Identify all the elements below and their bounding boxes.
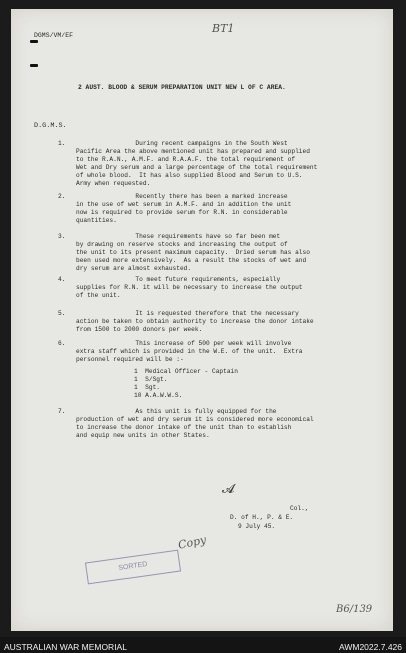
- paragraph-number: 7.: [58, 408, 66, 415]
- paragraph-number: 6.: [58, 340, 66, 347]
- paragraph-line: It is requested therefore that the necessary: [76, 310, 299, 317]
- handwritten-file-number: B6/139: [336, 604, 373, 615]
- paragraph-line: of the unit.: [76, 292, 121, 299]
- paragraph-line: production of wet and dry serum it is considered more economical: [76, 416, 314, 423]
- paragraph-line: These requirements have so far been met: [76, 233, 281, 240]
- signature-mark: 𝓐: [222, 482, 235, 497]
- paragraph-line: in the use of wet serum in A.M.F. and in addition the unit: [76, 201, 292, 208]
- paragraph-line: action be taken to obtain authority to increase the donor intake: [76, 318, 314, 325]
- paragraph-line: Pacific Area the above mentioned unit has prepared and supplied: [76, 148, 310, 155]
- reference-code: DGMS/VM/EF: [34, 32, 74, 39]
- handwritten-copy-note: Copy: [176, 533, 208, 552]
- punch-hole: [30, 64, 38, 67]
- paragraph-line: To meet future requirements, especially: [76, 276, 281, 283]
- paragraph-line: As this unit is fully equipped for the: [76, 408, 277, 415]
- paragraph-line: quantities.: [76, 217, 117, 224]
- footer-bar: [0, 637, 406, 653]
- paragraph-line: supplies for R.N. it will be necessary to increase the output: [76, 284, 303, 291]
- footer-institution: AUSTRALIAN WAR MEMORIAL: [4, 642, 127, 652]
- paragraph-line: to the R.A.N., A.M.F. and R.A.A.F. the total requirement of: [76, 156, 296, 163]
- document-title: 2 AUST. BLOOD & SERUM PREPARATION UNIT NEW L OF C AREA.: [78, 84, 286, 91]
- paragraph-line: Recently there has been a marked increase: [76, 193, 288, 200]
- personnel-item: 1 Sgt.: [134, 384, 160, 391]
- paragraph-number: 2.: [58, 193, 66, 200]
- paragraph-line: Army when requested.: [76, 180, 151, 187]
- sorted-stamp: SORTED: [85, 550, 181, 585]
- paragraph-line: and equip new units in other States.: [76, 432, 210, 439]
- paragraph-line: extra staff which is provided in the W.E. of the unit. Extra: [76, 348, 303, 355]
- paragraph-line: personnel required will be :-: [76, 356, 184, 363]
- addressee: D.G.M.S.: [34, 122, 67, 130]
- paragraph-line: This increase of 500 per week will involve: [76, 340, 292, 347]
- paragraph-line: Wet and Dry serum and a large percentage of the total requirement: [76, 164, 318, 171]
- paragraph-line: from 1500 to 2000 donors per week.: [76, 326, 203, 333]
- paragraph-line: dry serum are almost exhausted.: [76, 265, 192, 272]
- paragraph-line: to increase the donor intake of the unit than to establish: [76, 424, 292, 431]
- paragraph-line: been used more extensively. As a result the stocks of wet and: [76, 257, 307, 264]
- personnel-item: 1 Medical Officer - Captain: [134, 368, 238, 375]
- signature-office: D. of H., P. & E.: [230, 514, 294, 521]
- paragraph-number: 1.: [58, 140, 66, 147]
- paragraph-number: 3.: [58, 233, 66, 240]
- paragraph-number: 5.: [58, 310, 66, 317]
- punch-hole: [30, 40, 38, 43]
- paragraph-line: now is required to provide serum for R.N. in considerable: [76, 209, 288, 216]
- paragraph-line: the unit to its present maximum capacity. Dried serum has also: [76, 249, 310, 256]
- paragraph-line: During recent campaigns in the South West: [76, 140, 288, 147]
- signature-rank: Col.,: [290, 505, 309, 512]
- handwritten-top-note: BT1: [212, 22, 235, 35]
- personnel-item: 1 S/Sgt.: [134, 376, 168, 383]
- signature-date: 9 July 45.: [238, 523, 276, 530]
- personnel-item: 10 A.A.W.W.S.: [134, 392, 183, 399]
- paragraph-number: 4.: [58, 276, 66, 283]
- paragraph-line: by drawing on reserve stocks and increasing the output of: [76, 241, 288, 248]
- footer-accession-number: AWM2022.7.426: [339, 642, 402, 652]
- paragraph-line: of whole blood. It has also supplied Blood and Serum to U.S.: [76, 172, 303, 179]
